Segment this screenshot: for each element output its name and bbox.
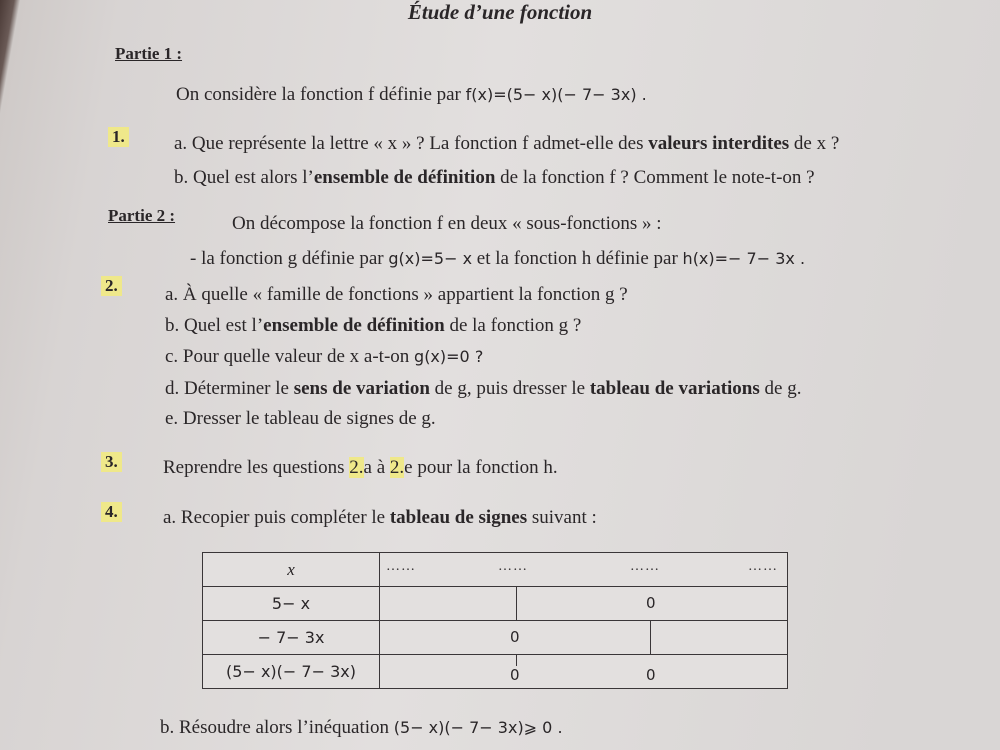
question-2d-middle: de g, puis dresser le [434, 378, 586, 399]
question-2d-bold-2: tableau de variations [589, 378, 760, 399]
question-4a [163, 507, 597, 529]
question-1b-bold: ensemble de définition [313, 167, 496, 188]
question-4-number: 4. [101, 502, 122, 522]
question-3-ref-2: 2. [389, 457, 405, 478]
partie1-intro [176, 84, 647, 106]
question-2b [165, 315, 581, 337]
x-label: x [287, 559, 295, 579]
question-2d [165, 378, 801, 400]
blank-dots-3: …… [630, 559, 660, 574]
question-2b-text: b. Quel est l’ [165, 315, 264, 336]
row1-divider [516, 587, 517, 620]
row2-divider [650, 621, 651, 654]
question-1a [174, 133, 839, 155]
h-definition-text: et la fonction h définie par [476, 248, 678, 269]
question-3 [163, 457, 558, 479]
blank-dots-1: …… [386, 559, 416, 574]
question-1a-bold: valeurs interdites [648, 133, 790, 154]
x-values-cell [380, 553, 788, 587]
g-definition-text: - la fonction g définie par [190, 248, 384, 269]
question-2d-bold-1: sens de variation [293, 378, 430, 399]
question-4b [160, 717, 563, 739]
question-2-number: 2. [101, 276, 122, 296]
row2-label: − 7− 3x [257, 627, 325, 647]
blank-dots-2: …… [498, 559, 528, 574]
row3-zero-2: 0 [646, 666, 656, 684]
question-3-text: Reprendre les questions [163, 457, 345, 478]
table-row-product [203, 655, 788, 689]
inequality-formula: (5− x)(− 7− 3x)⩾ 0 . [393, 718, 563, 737]
row2-zero: 0 [510, 628, 520, 646]
question-4a-end: suivant : [531, 507, 597, 528]
row1-values-cell [380, 587, 788, 621]
question-1b [174, 167, 815, 189]
page-title: Étude d’une fonction [407, 0, 593, 24]
question-2c [165, 346, 483, 368]
row3-values-cell [380, 655, 788, 689]
question-4a-text: a. Recopier puis compléter le [163, 507, 386, 528]
question-2b-end: de la fonction g ? [449, 315, 582, 336]
question-1b-end: de la fonction f ? Comment le note-t-on ? [500, 167, 815, 188]
row3-label-cell [203, 655, 380, 689]
row3-zero-1: 0 [510, 666, 520, 684]
question-3-middle: a à [363, 457, 386, 478]
question-2d-end: de g. [764, 378, 802, 399]
g-formula: g(x)=5− x [388, 249, 473, 268]
g-equals-zero-formula: g(x)=0 ? [414, 347, 484, 366]
question-1-number: 1. [108, 127, 129, 147]
blank-dots-4: …… [748, 559, 778, 574]
row3-divider-1 [516, 655, 517, 666]
table-row-x [203, 553, 788, 587]
h-formula: h(x)=− 7− 3x . [682, 249, 806, 268]
question-3-ref-1: 2. [349, 457, 364, 478]
partie1-heading: Partie 1 : [115, 44, 183, 63]
question-2b-bold: ensemble de définition [263, 315, 445, 336]
question-4a-bold: tableau de signes [389, 507, 528, 528]
question-2d-text: d. Déterminer le [165, 378, 289, 399]
partie2-intro: On décompose la fonction f en deux « sous-fonctions » : [232, 213, 662, 234]
partie1-intro-text: On considère la fonction f définie par [176, 84, 461, 105]
question-2a: a. À quelle « famille de fonctions » appartient la fonction g ? [165, 284, 628, 305]
partie2-heading: Partie 2 : [108, 206, 176, 225]
question-3-number: 3. [101, 452, 122, 472]
question-1b-text: b. Quel est alors l’ [174, 167, 314, 188]
partie2-definitions [190, 248, 805, 270]
sign-table [202, 552, 788, 689]
question-1a-text: a. Que représente la lettre « x » ? La fonction f admet-elle des [174, 133, 644, 154]
table-row-5-minus-x [203, 587, 788, 621]
x-label-cell [203, 553, 380, 587]
question-4b-text: b. Résoudre alors l’inéquation [160, 717, 390, 738]
table-row-minus-7-minus-3x [203, 621, 788, 655]
row1-zero: 0 [646, 594, 656, 612]
question-2c-text: c. Pour quelle valeur de x a-t-on [165, 346, 410, 367]
f-formula: f(x)=(5− x)(− 7− 3x) . [465, 85, 647, 104]
row2-values-cell [380, 621, 788, 655]
row3-label: (5− x)(− 7− 3x) [226, 661, 356, 681]
question-3-end: e pour la fonction h. [404, 457, 558, 478]
row1-label-cell [203, 587, 380, 621]
row1-label: 5− x [271, 593, 311, 613]
question-2e: e. Dresser le tableau de signes de g. [165, 408, 436, 429]
row2-label-cell [203, 621, 380, 655]
question-1a-end: de x ? [793, 133, 840, 154]
